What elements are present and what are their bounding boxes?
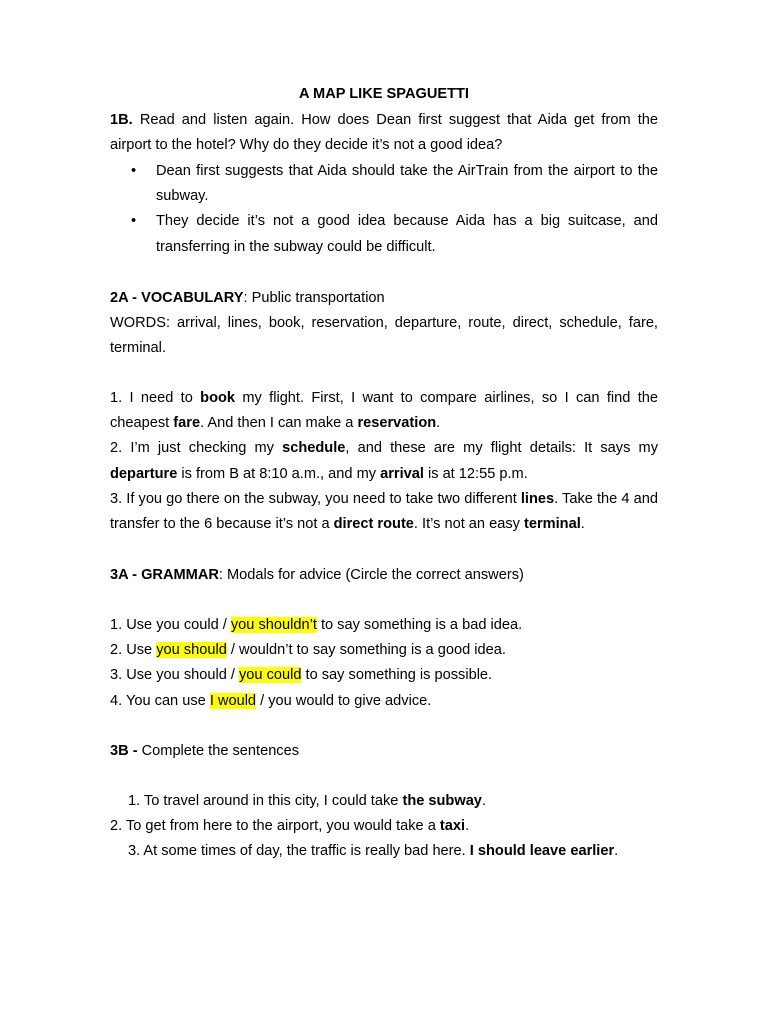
question-1b-text: Read and listen again. How does Dean first suggest that Aida get from the airport to the hotel? Why do they decide it’s not a good idea? bbox=[110, 112, 658, 154]
answer-list-1b bbox=[110, 159, 658, 260]
complete-heading: 3B - Complete the sentences bbox=[110, 743, 300, 759]
list-item: • They decide it’s not a good idea because Aida has a big suitcase, and transferring in the subway could be difficult. bbox=[110, 209, 658, 259]
grammar-heading: 3A - GRAMMAR: Modals for advice (Circle the correct answers) bbox=[110, 567, 524, 583]
question-1b bbox=[110, 108, 658, 158]
grammar-item-1: 1. Use you could / you shouldn’t to say something is a bad idea. bbox=[110, 617, 523, 633]
grammar-item-4: 4. You can use I would / you would to give advice. bbox=[110, 692, 432, 709]
complete-item-3: 3. At some times of day, the traffic is really bad here. I should leave earlier. bbox=[128, 843, 619, 860]
page-title: A MAP LIKE SPAGUETTI bbox=[298, 86, 469, 102]
grammar-items bbox=[110, 613, 658, 714]
question-1b-label: 1B. bbox=[110, 112, 133, 128]
bullet-icon: • bbox=[131, 163, 137, 179]
bullet-icon: • bbox=[131, 213, 137, 230]
grammar-item-2: 2. Use you should / wouldn’t to say something is a good idea. bbox=[110, 642, 506, 659]
complete-items bbox=[110, 789, 658, 865]
vocabulary-words: WORDS: arrival, lines, book, reservation, departure, route, direct, schedule, fare, terminal. bbox=[110, 315, 658, 357]
vocab-sentence-2: 2. I’m just checking my schedule, and these are my flight details: It says my departure is from B at 8:10 a.m., and my arrival is at 12:55 p.m. bbox=[110, 440, 658, 482]
vocabulary-heading: 2A - VOCABULARY: Public transportation bbox=[110, 290, 385, 306]
list-item: • Dean first suggests that Aida should take the AirTrain from the airport to the subway. bbox=[110, 159, 658, 209]
grammar-item-3: 3. Use you should / you could to say something is possible. bbox=[110, 667, 493, 684]
vocabulary-sentences bbox=[110, 386, 658, 537]
complete-item-2: 2. To get from here to the airport, you would take a taxi. bbox=[110, 818, 470, 835]
vocab-sentence-3: 3. If you go there on the subway, you need to take two different lines. Take the 4 and transfer to the 6 because it’s not a direct route. It’s not an easy terminal. bbox=[110, 490, 658, 533]
complete-item-1: 1. To travel around in this city, I could take the subway. bbox=[128, 793, 486, 809]
vocab-sentence-1: 1. I need to book my flight. First, I want to compare airlines, so I can find the cheapest fare. And then I can make a reservation. bbox=[110, 390, 658, 432]
